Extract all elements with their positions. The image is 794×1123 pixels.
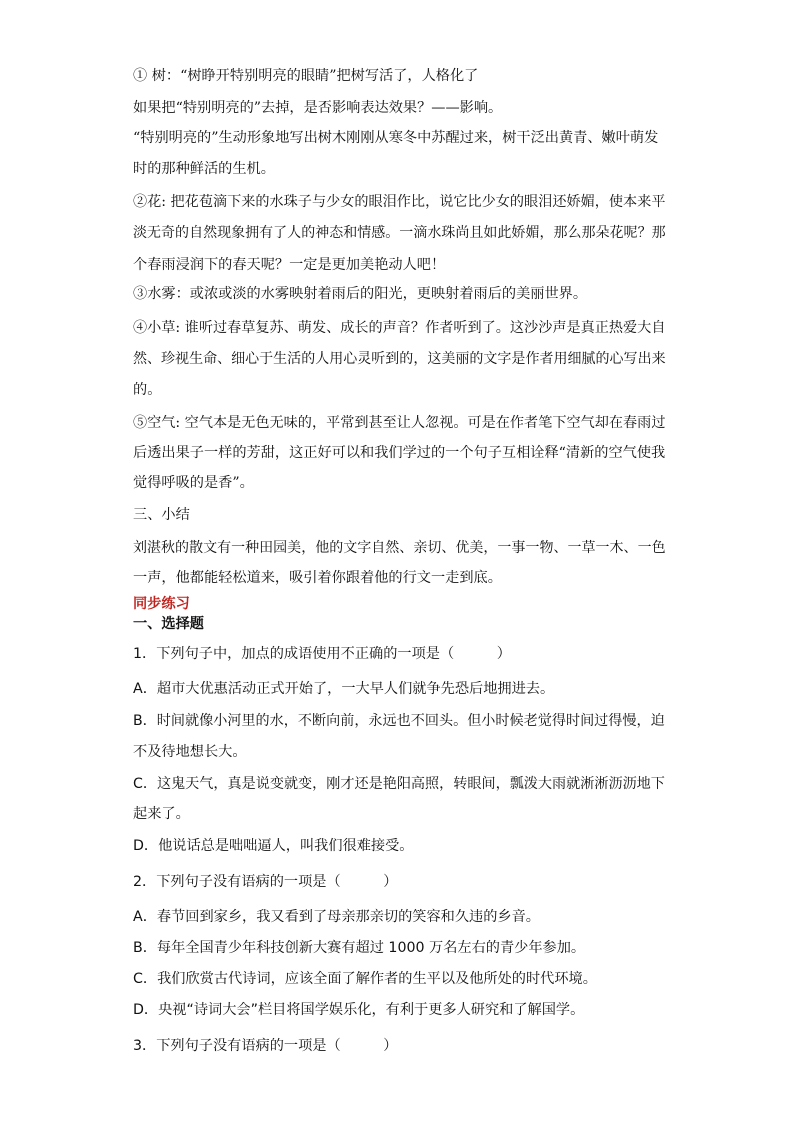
option-1b: B．时间就像小河里的水，不断向前，永远也不回头。但小时候老觉得时间过得慢，迫 — [133, 713, 665, 729]
option-1c-cont: 起来了。 — [133, 806, 190, 822]
text-line: 觉得呼吸的是香”。 — [133, 475, 254, 491]
text-line: ②花: 把花苞滴下来的水珠子与少女的眼泪作比，说它比少女的眼泪还娇媚，使本来平 — [133, 194, 666, 210]
text-line: “特别明亮的”生动形象地写出树木刚刚从寒冬中苏醒过来，树干泛出黄青、嫩叶萌发 — [133, 130, 659, 146]
option-2a: A．春节回到家乡，我又看到了母亲那亲切的笑容和久违的乡音。 — [133, 909, 540, 925]
text-line: 如果把“特别明亮的”去掉，是否影响表达效果？——影响。 — [133, 100, 503, 116]
section-heading-summary: 三、小结 — [133, 507, 190, 523]
option-1b-cont: 不及待地想长大。 — [133, 744, 247, 760]
question-1: 1．下列句子中，加点的成语使用不正确的一项是（ ） — [133, 646, 511, 662]
option-2d: D．央视“诗词大会”栏目将国学娱乐化，有利于更多人研究和了解国学。 — [133, 1002, 585, 1018]
text-line: 一声，他都能轻松道来，吸引着你跟着他的行文一走到底。 — [133, 570, 502, 586]
text-line: 个春雨浸润下的春天呢？一定是更加美艳动人吧！ — [133, 257, 446, 273]
option-2b: B．每年全国青少年科技创新大赛有超过 1000 万名左右的青少年参加。 — [133, 940, 586, 956]
option-2c: C．我们欣赏古代诗词，应该全面了解作者的生平以及他所处的时代环境。 — [133, 971, 597, 987]
option-1a: A．超市大优惠活动正式开始了，一大早人们就争先恐后地拥进去。 — [133, 681, 555, 697]
text-line: ⑤空气: 空气本是无色无味的，平常到甚至让人忽视。可是在作者笔下空气却在春雨过 — [133, 415, 666, 431]
text-line: 后透出果子一样的芳甜，这正好可以和我们学过的一个句子互相诠释“清新的空气使我 — [133, 445, 666, 461]
text-line: 刘湛秋的散文有一种田园美，他的文字自然、亲切、优美，一事一物、一草一木、一色 — [133, 540, 666, 556]
text-line: 时的那种鲜活的生机。 — [133, 161, 275, 177]
text-line: ① 树：“树睁开特别明亮的眼睛”把树写活了，人格化了 — [133, 68, 479, 84]
question-3: 3．下列句子没有语病的一项是（ ） — [133, 1038, 398, 1054]
section-title: 同步练习 — [133, 596, 190, 612]
text-line: 然、珍视生命、细心于生活的人用心灵听到的，这美丽的文字是作者用细腻的心写出来 — [133, 351, 666, 367]
text-line: ③水雾：或浓或淡的水雾映射着雨后的阳光，更映射着雨后的美丽世界。 — [133, 286, 588, 302]
option-1c: C．这鬼天气，真是说变就变，刚才还是艳阳高照，转眼间，瓢泼大雨就淅淅沥沥地下 — [133, 776, 665, 792]
subsection-title: 一、选择题 — [133, 616, 204, 632]
text-line: ④小草: 谁听过春草复苏、萌发、成长的声音？作者听到了。这沙沙声是真正热爱大自 — [133, 320, 666, 336]
text-line: 的。 — [133, 382, 162, 398]
text-line: 淡无奇的自然现象拥有了人的神态和情感。一滴水珠尚且如此娇媚，那么那朵花呢？那 — [133, 225, 666, 241]
question-2: 2．下列句子没有语病的一项是（ ） — [133, 874, 398, 890]
option-1d: D．他说话总是咄咄逼人，叫我们很难接受。 — [133, 838, 414, 854]
